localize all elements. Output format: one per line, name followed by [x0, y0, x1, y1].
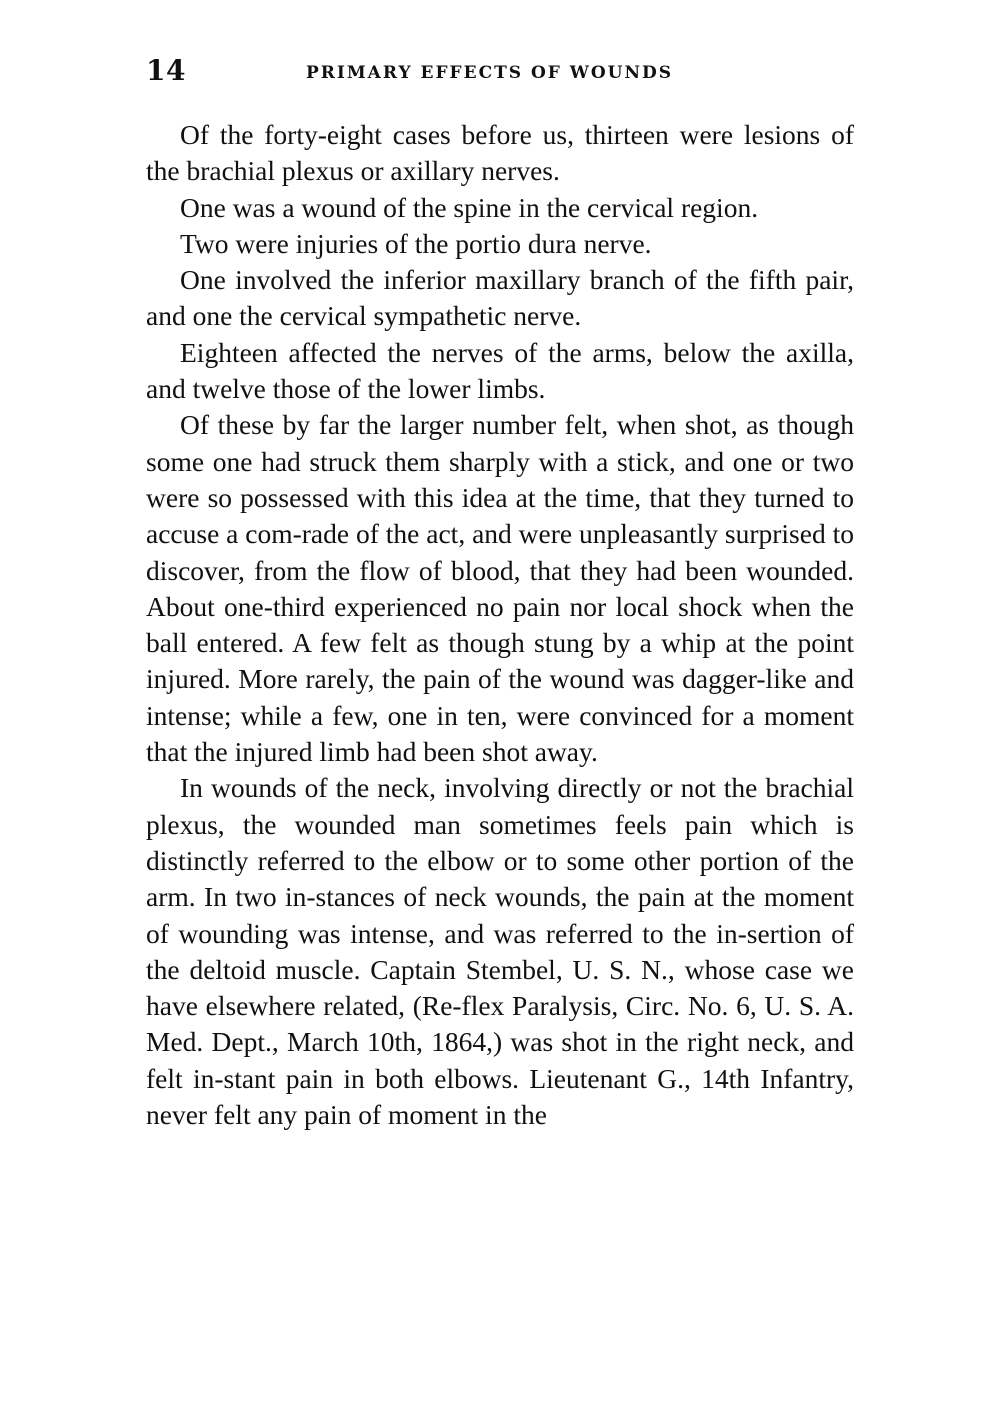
paragraph-case-summary: Of the forty-eight cases before us, thirteen were lesions of the brachial plexus or axillary nerves. — [146, 119, 854, 187]
page-header — [146, 54, 854, 94]
paragraph-neck-wounds: In wounds of the neck, involving directly or not the brachial plexus, the wounded man sometimes feels pain which is distinctly referred to the elbow or to some other portion of the arm. In two in-stances of neck wounds, the pain at the moment of wounding was intense, and was referred to the in-sertion of the deltoid muscle. Captain Stembel, U. S. N., whose case we have elsewhere related, (Re-flex Paralysis, Circ. No. 6, U. S. A. Med. Dept., March 10th, 1864,) was shot in the right neck, and felt in-stant pain in both elbows. Lieutenant G., 14th Infantry, never felt any pain of moment in the — [146, 772, 854, 1131]
paragraph-sensations: Of these by far the larger number felt, when shot, as though some one had struck them sharply with a stick, and one or two were so possessed with this idea at the time, that they turned to accuse a com-rade of the act, and were unpleasantly surprised to discover, from the flow of blood, that they had been wounded. About one-third experienced no pain nor local shock when the ball entered. A few felt as though stung by a whip at the point injured. More rarely, the pain of the wound was dagger-like and intense; while a few, one in ten, were convinced for a moment that the injured limb had been shot away. — [146, 409, 854, 768]
paragraph-portio-dura: Two were injuries of the portio dura nerve. — [180, 227, 652, 259]
body-text — [146, 117, 854, 1133]
page-number: 14 — [146, 54, 186, 87]
paragraph-spine: One was a wound of the spine in the cervical region. — [180, 191, 759, 223]
running-head: PRIMARY EFFECTS OF WOUNDS — [306, 63, 674, 83]
paragraph-arms-limbs: Eighteen affected the nerves of the arms, below the axilla, and twelve those of the lower limbs. — [146, 336, 854, 405]
paragraph-maxillary: One involved the inferior maxillary branch of the fifth pair, and one the cervical sympathetic nerve. — [146, 264, 854, 332]
